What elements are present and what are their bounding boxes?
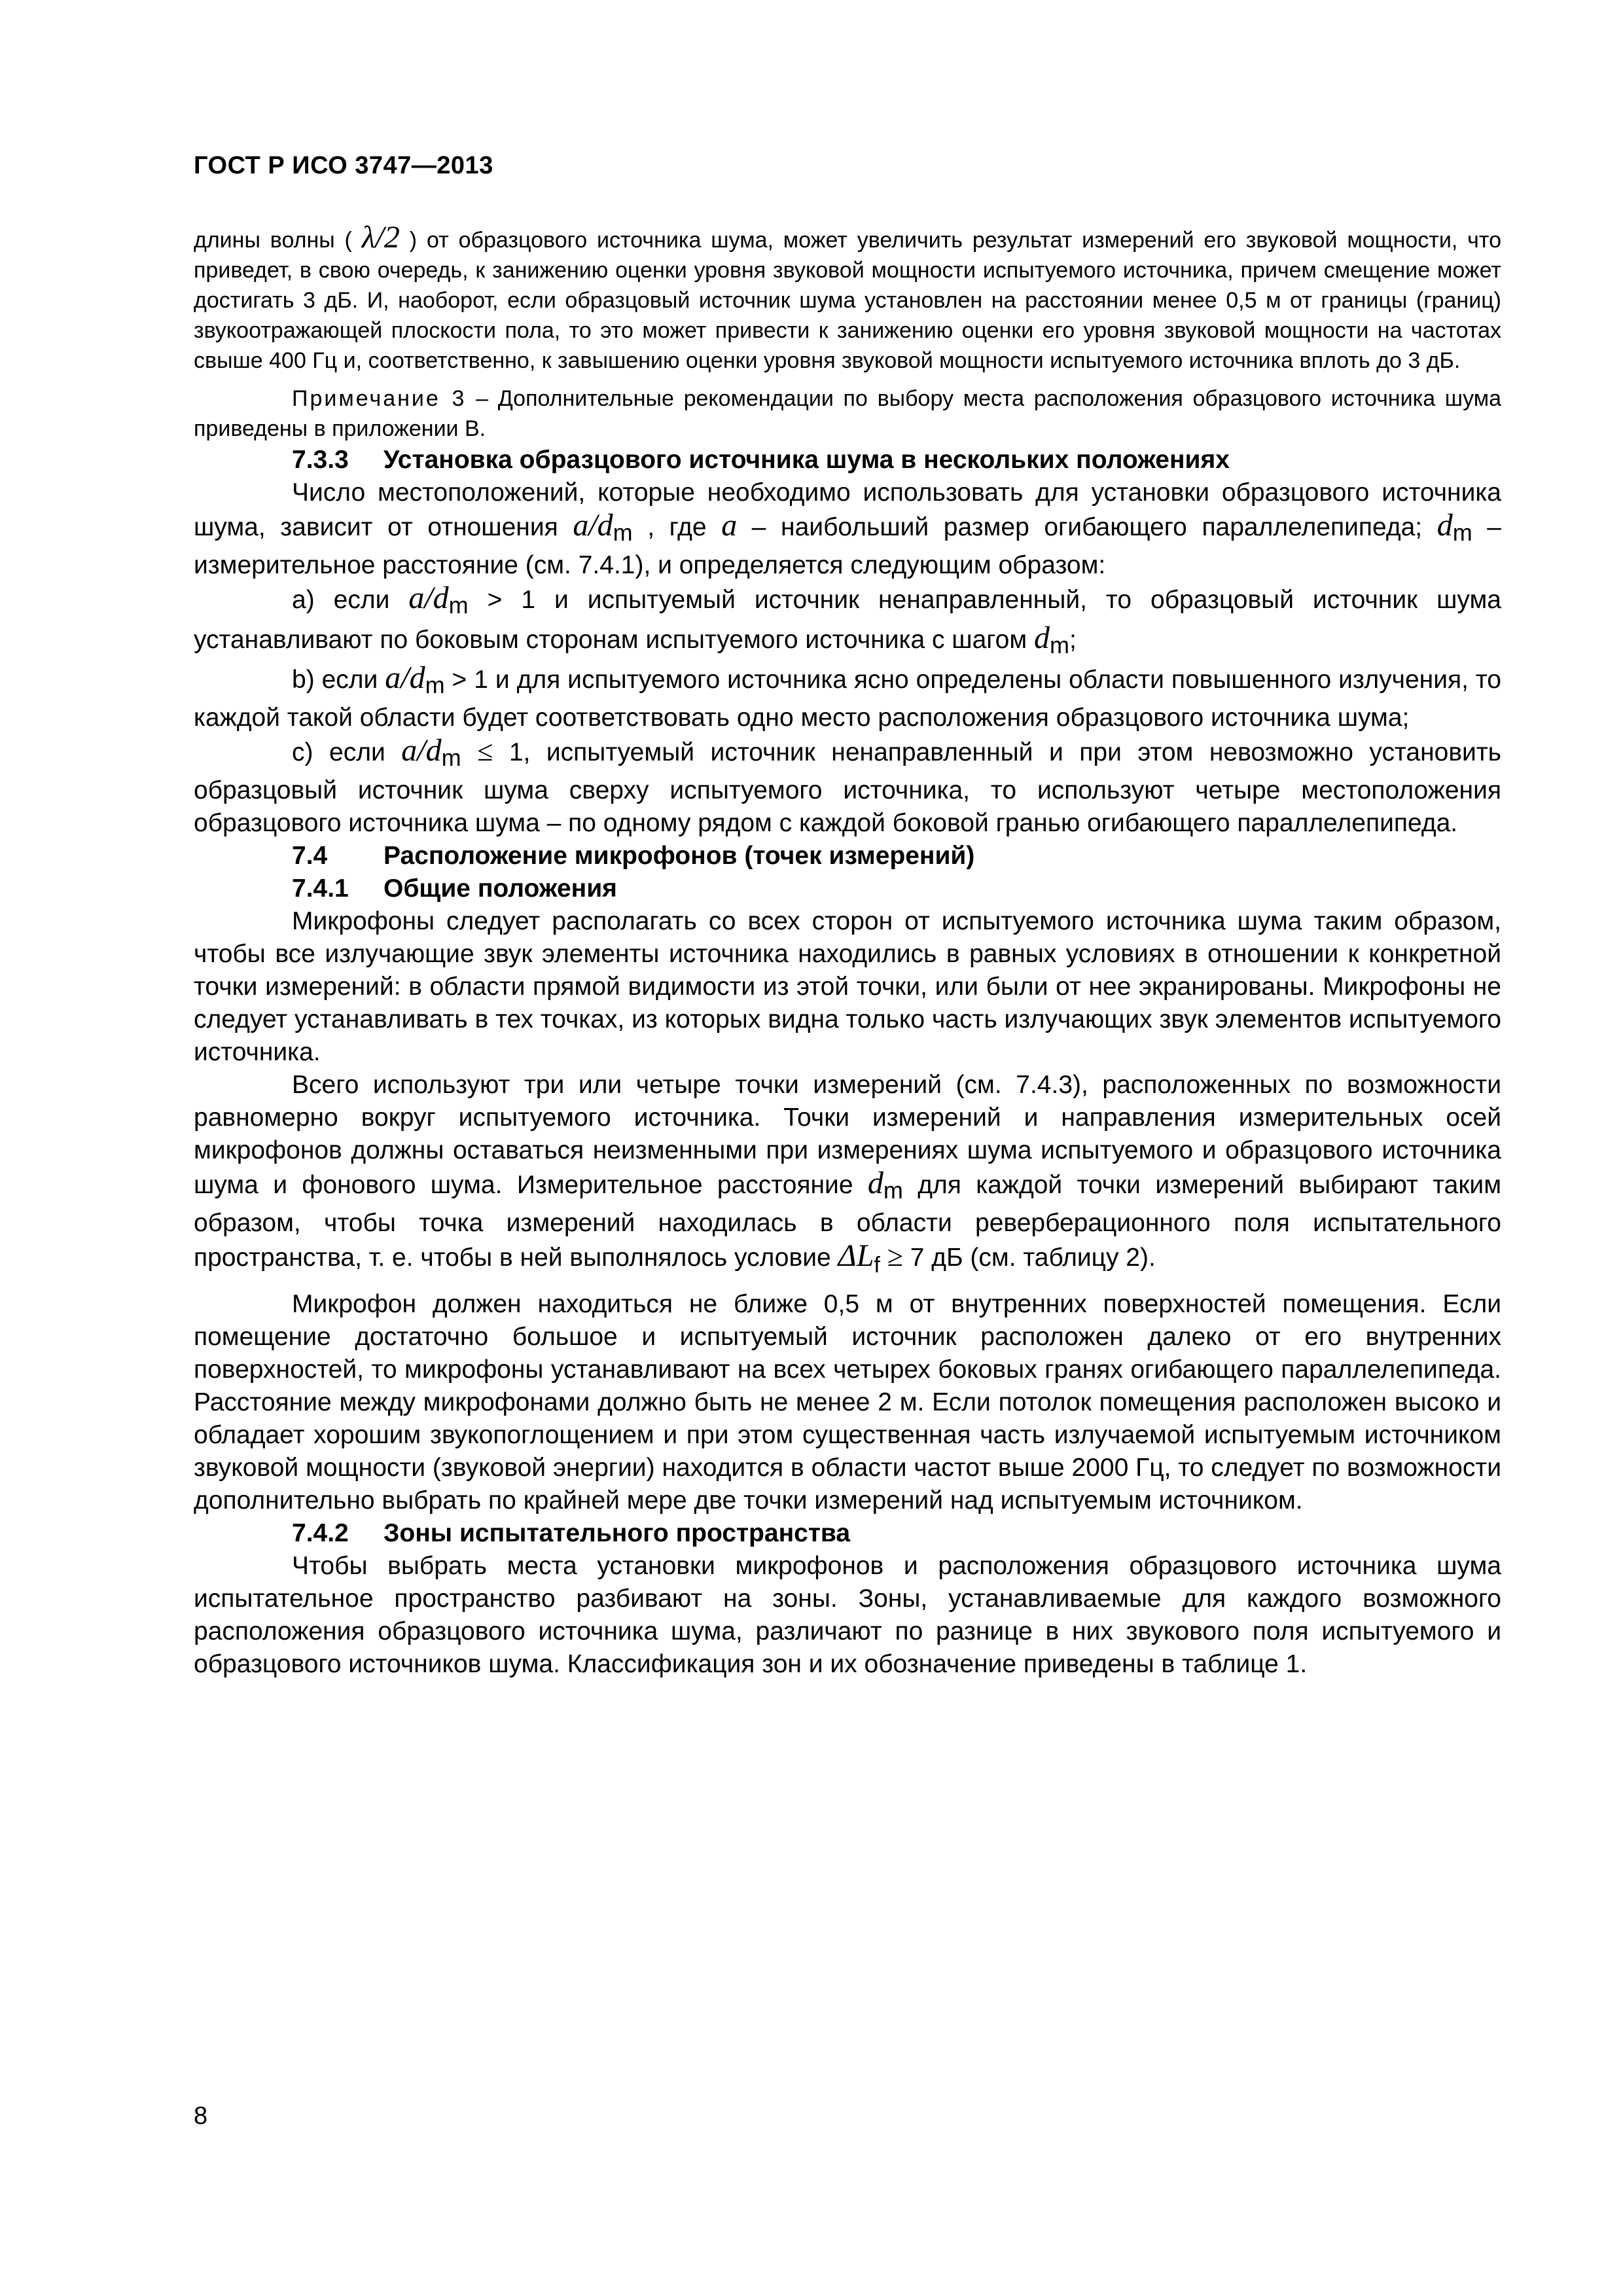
section-heading-7-4-2: 7.4.2 Зоны испытательного пространства [292, 1519, 851, 1547]
ratio-formula: $a/d_m$ [385, 660, 445, 698]
note-3: Примечание 3 – Дополнительные рекомендации по выбору места расположения образцового источника шума приведены в приложении В. [194, 386, 1501, 441]
variable-dm: $d_m$ [867, 1166, 903, 1204]
ratio-formula: $a/d_m$ [408, 581, 469, 619]
paragraph-7-4-2-1: Чтобы выбрать места установки микрофонов и расположения образцового источника шума испытательное пространство разбивают на зоны. Зоны, устанавливаемые для каждого возможного расположения образцового источника шума, различают по разнице в них звукового поля испытуемого и образцового источников шума. Классификация зон и их обозначение приведены в таблице 1. [194, 1552, 1501, 1678]
section-heading-7-3-3: 7.3.3 Установка образцового источника шума в нескольких положениях [292, 446, 1230, 474]
list-item-a: a) если $a/d_m > 1$ и испытуемый источник ненаправленный, то образцовый источник шума устанавливают по боковым сторонам испытуемого источника с шагом $d_m$; [194, 581, 1501, 658]
variable-a: a [721, 508, 738, 543]
lambda-formula: λ/2 [361, 220, 400, 255]
list-item-c: c) если $a/d_m \le 1$, испытуемый источник ненаправленный и при этом невозможно установить образцовый источник шума сверху испытуемого источника, то используют четыре местоположения образцового источника шума – по одному рядом с каждой боковой гранью огибающего параллелепипеда. [194, 733, 1502, 837]
greater-equal-sign: ≥ [887, 1240, 903, 1272]
page-content [194, 220, 1502, 1681]
page-number: 8 [194, 2102, 208, 2130]
paragraph-7-4-1-2: Всего используют три или четыре точки измерений (см. 7.4.3), расположенных по возможности равномерно вокруг испытуемого источника. Точки измерений и направления измерительных осей микрофонов должны оставаться неизменными при измерениях шума испытуемого и образцового источника шума и фонового шума. Измерительное расстояние $d_m$ для каждой точки измерений выбирают таким образом, чтобы точка измерений находилась в области реверберационного поля испытательного пространства, т. е. чтобы в ней выполнялось условие $\Delta L_f \ge 7$ дБ (см. таблицу 2). [194, 1071, 1502, 1278]
ratio-formula: $a/d_m$ [401, 733, 461, 771]
section-heading-7-4: 7.4 Расположение микрофонов (точек измерений) [292, 842, 975, 870]
variable-dm: $d_m$ [1034, 620, 1069, 658]
list-item-b: b) если $a/d_m > 1$ и для испытуемого источника ясно определены области повышенного излучения, то каждой такой области будет соответствовать одно место расположения образцового источника шума; [194, 660, 1501, 732]
paragraph-7-4-1-1: Микрофоны следует располагать со всех сторон от испытуемого источника шума таким образом, чтобы все излучающие звук элементы источника находились в равных условиях в отношении к конкретной точки измерений: в области прямой видимости из этой точки, или были от нее экранированы. Микрофоны не следует устанавливать в тех точках, из которых видна только часть излучающих звук элементов испытуемого источника. [194, 907, 1501, 1066]
less-equal-sign: ≤ [477, 735, 493, 767]
delta-lf-formula: $\Delta L_f$ [838, 1238, 880, 1278]
intro-block [194, 220, 1501, 444]
paragraph-7-4-1-3: Микрофон должен находиться не ближе 0,5 м от внутренних поверхностей помещения. Если помещение достаточно большое и испытуемый источник расположен далеко от его внутренних поверхностей, то микрофоны устанавливают на всех четырех боковых гранях огибающего параллелепипеда. Расстояние между микрофонами должно быть не менее 2 м. Если потолок помещения расположен высоко и обладает хорошим звукопоглощением и при этом существенная часть излучаемой испытуемым источником звуковой мощности (звуковой энергии) находится в области частот выше 2000 Гц, то следует по возможности дополнительно выбрать по крайней мере две точки измерений над испытуемым источником. [194, 1290, 1501, 1515]
ratio-formula: $a/d_m$ [573, 508, 633, 546]
note-label: Примечание 3 [292, 386, 467, 411]
main-text [194, 444, 1501, 1681]
variable-dm: $d_m$ [1436, 508, 1472, 546]
document-header: ГОСТ Р ИСО 3747—2013 [194, 152, 493, 179]
section-heading-7-4-1: 7.4.1 Общие положения [292, 874, 617, 903]
paragraph-7-3-3-intro: Число местоположений, которые необходимо использовать для установки образцового источника шума, зависит от отношения $a/d_m$ , где a – наибольший размер огибающего параллелепипеда; $d_m$ – измерительное расстояние (см. 7.4.1), и определяется следующим образом: [194, 478, 1501, 579]
intro-paragraph: длины волны ( λ/2 ) от образцового источника шума, может увеличить результат измерений его звуковой мощности, что приведет, в свою очередь, к занижению оценки уровня звуковой мощности испытуемого источника, причем смещение может достигать 3 дБ. И, наоборот, если образцовый источник шума установлен на расстоянии менее 0,5 м от границы (границ) звукоотражающей плоскости пола, то это может привести к занижению оценки его уровня звуковой мощности на частотах свыше 400 Гц и, соответственно, к завышению оценки уровня звуковой мощности испытуемого источника вплоть до 3 дБ. [194, 220, 1501, 373]
